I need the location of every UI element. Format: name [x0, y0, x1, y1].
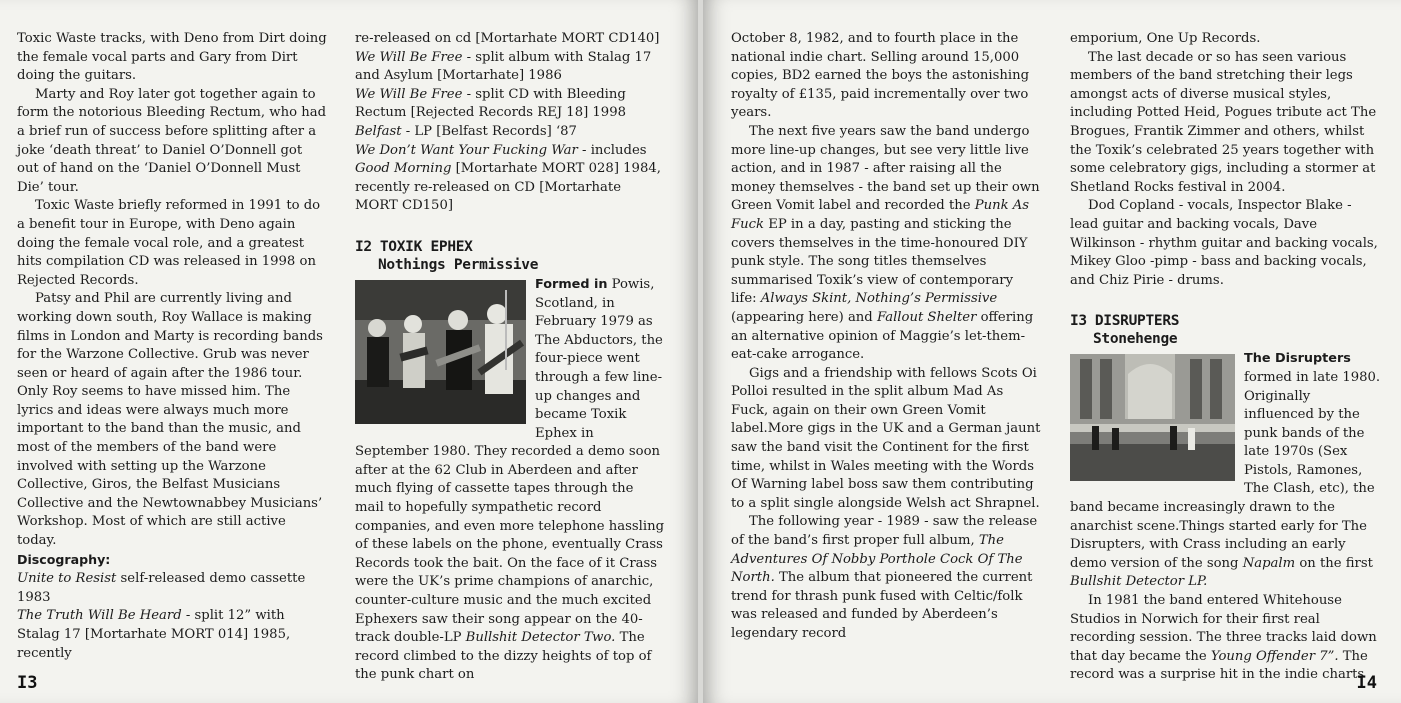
song-title: Nothings Permissive	[378, 256, 539, 273]
discography-item: We Will Be Free - split album with Stalag 17 and Asylum [Mortarhate] 1986	[355, 49, 652, 84]
discography-item: The Truth Will Be Heard - split 12” with Stalag 17 [Mortarhate MORT 014] 1985, recently	[17, 608, 291, 661]
paragraph: The next five years saw the band undergo more line-up changes, but see very little live action, and in 1987 - after raising all the money themselves - the band set up their own Green Vomit label and recorded the Punk As Fuck EP in a day, pasting and sticking the covers themselves in the time-honoured DIY punk style. The song titles themselves summarised Toxik’s view of contemporary life: Always Skint, Nothing’s Permissive (appearing here) and Fallout Shelter offering an alternative opinion of Maggie’s let-them-eat-cake arrogance.	[731, 123, 1040, 363]
paragraph: Toxic Waste briefly reformed in 1991 to do a benefit tour in Europe, with Deno again doing the female vocal role, and a greatest hits compilation CD was released in 1998 on Rejected Records.	[17, 198, 321, 288]
column-3	[731, 30, 1041, 644]
paragraph: October 8, 1982, and to fourth place in the national indie chart. Selling around 15,000 copies, BD2 earned the boys the astonishing royalty of £135, paid incrementally over two years.	[731, 31, 1030, 121]
band-photo-image	[1070, 354, 1235, 481]
paragraph: Patsy and Phil are currently living and working down south, Roy Wallace is making films in London and Marty is recording bands for the Warzone Collective. Grub was never seen or heard of again after the 1986 tour. Only Roy seems to have missed him. The lyrics and ideas were always much more important to the band than the music, and most of the members of the band were involved with setting up the Warzone Collective, Giros, the Belfast Musicians Collective and the Newtownabbey Musicians’ Workshop. Most of which are still active today.	[17, 291, 323, 549]
page-number: I3	[17, 673, 38, 693]
page-number: I4	[1356, 673, 1377, 693]
band-bio: Formed in Powis, Scotland, in February 1979 as The Abductors, the four-piece went through a few line-up changes and became Toxik Ephex in September 1980. They recorded a demo soon after at the 62 Club in Aberdeen and after much flying of cassette tapes through the mail to hopefully sympathetic record companies, and even more telephone hassling of these labels on the phone, eventually Crass Records took the bait. On the face of it Crass were the UK’s prime champions of anarchic, counter-culture music and the much excited Ephexers saw their song appear on the 40-track double-LP Bullshit Detector Two. The record climbed to the dizzy heights of top of the punk chart on	[355, 276, 665, 683]
paragraph: Gigs and a friendship with fellows Scots Oi Polloi resulted in the split album Mad As Fuck, again on their own Green Vomit label.More gigs in the UK and a German jaunt saw the band visit the Continent for the first time, whilst in Wales meeting with the Words Of Warning label boss saw them contributing to a split single alongside Welsh act Shrapnel.	[731, 365, 1041, 511]
section-heading	[355, 238, 665, 274]
paragraph: Toxic Waste tracks, with Deno from Dirt doing the female vocal parts and Gary from Dirt doing the guitars.	[17, 31, 327, 84]
section-heading	[1070, 312, 1382, 348]
discography-item: We Don’t Want Your Fucking War - includes Good Morning [Mortarhate MORT 028] 1984, recently re-released on CD [Mortarhate MORT CD150]	[355, 142, 661, 214]
left-page	[0, 0, 698, 703]
column-1	[17, 30, 327, 663]
paragraph: The last decade or so has seen various members of the band stretching their legs amongst acts of diverse musical styles, including Potted Heid, Pogues tribute act The Brogues, Frantik Zimmer and others, whilst the Toxik’s celebrated 25 years together with some celebratory gigs, including a stormer at Shetland Rocks festival in 2004.	[1070, 49, 1377, 195]
discography-item: We Will Be Free - split CD with Bleeding Rectum [Rejected Records REJ 18] 1998	[355, 86, 626, 121]
song-title: Stonehenge	[1093, 331, 1178, 348]
band-photo-image	[355, 280, 526, 424]
section-number: I3	[1070, 313, 1087, 330]
section-number: I2	[355, 238, 372, 255]
column-4	[1070, 30, 1382, 685]
paragraph: The following year - 1989 - saw the release of the band’s first proper full album, The Adventures Of Nobby Portholе Cock Of The North. The album that pioneered the current trend for thrash punk fused with Celtic/folk was released and funded by Aberdeen’s legendary record	[731, 514, 1038, 641]
column-2	[355, 30, 665, 685]
discography-item: Unite to Resist self-released demo cassette 1983	[17, 571, 306, 605]
band-bio: The Disrupters formed in late 1980. Originally influenced by the punk bands of the late 1970s (Sex Pistols, Ramones, The Clash, etc), the band became increasingly drawn to the anarchist scene.Things started early for The Disrupters, with Crass including an early demo version of the song Napalm on the first Bullshit Detector LP.	[1070, 351, 1381, 590]
paragraph: Dod Copland - vocals, Inspector Blake - lead guitar and backing vocals, Dave Wilkinson - rhythm guitar and backing vocals, Mikey Gloo -pimp - bass and backing vocals, and Chiz Pirie - drums.	[1070, 198, 1378, 288]
paragraph: In 1981 the band entered Whitehouse Studios in Norwich for their first real recording session. The three tracks laid down that day became the Young Offender 7”. The record was a surprise hit in the indie charts	[1070, 593, 1377, 683]
paragraph: emporium, One Up Records.	[1070, 31, 1261, 46]
right-page	[703, 0, 1401, 703]
discography-label: Discography:	[17, 551, 111, 567]
discography-item: Belfast - LP [Belfast Records] ‘87	[355, 123, 577, 139]
band-name: DISRUPTERS	[1094, 313, 1180, 330]
band-photo-toxik-ephex	[355, 280, 526, 424]
paragraph: Marty and Roy later got together again to form the notorious Bleeding Rectum, who had a brief run of success before splitting after a joke ‘death threat’ to Daniel O’Donnell got out of hand on the ‘Daniel O’Donnell Must Die’ tour.	[17, 86, 327, 195]
band-name: TOXIK EPHEX	[379, 238, 473, 255]
discography-item: re-released on cd [Mortarhate MORT CD140]	[355, 31, 660, 46]
band-photo-disrupters	[1070, 354, 1235, 481]
